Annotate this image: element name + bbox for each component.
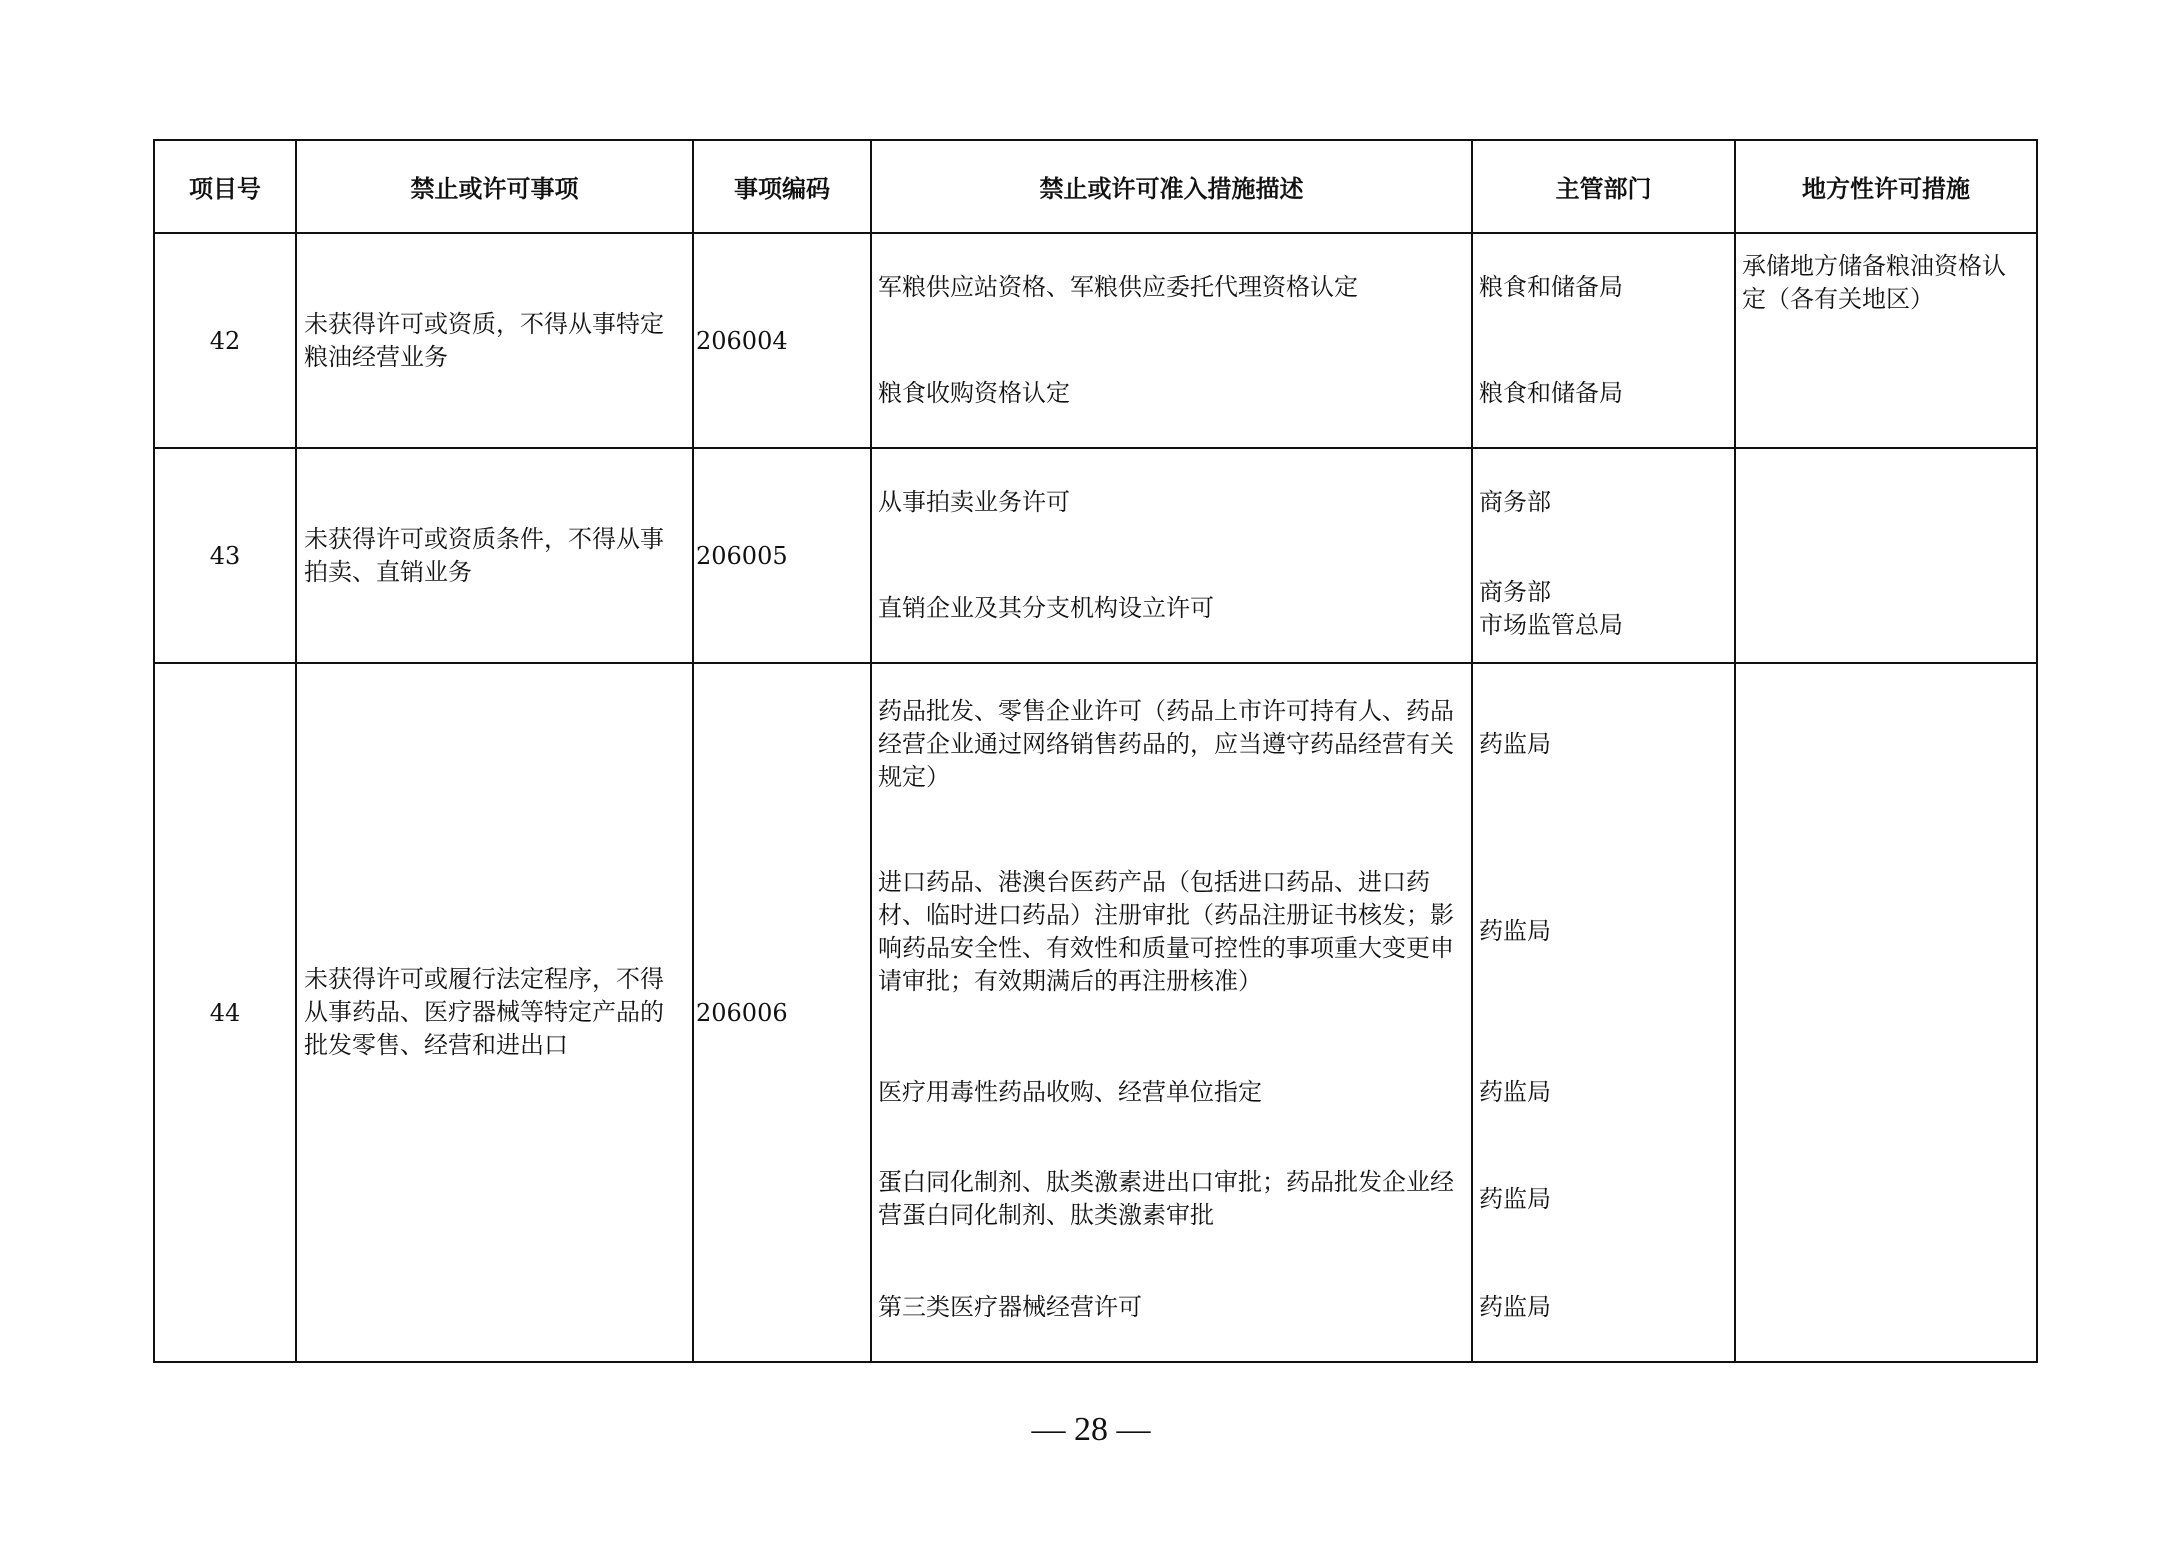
department-cell — [1472, 448, 1735, 663]
department: 药监局 — [1479, 729, 1551, 758]
department: 商务部 市场监管总局 — [1479, 577, 1623, 639]
measure-description: 第三类医疗器械经营许可 — [878, 1292, 1142, 1321]
header-prohibited-item: 禁止或许可事项 — [296, 140, 693, 233]
header-measure-description: 禁止或许可准入措施描述 — [871, 140, 1472, 233]
permit-table — [153, 139, 2038, 1363]
measure-description: 军粮供应站资格、军粮供应委托代理资格认定 — [878, 272, 1358, 301]
item-number: 42 — [154, 233, 296, 448]
department: 药监局 — [1479, 1077, 1551, 1106]
measure-description: 蛋白同化制剂、肽类激素进出口审批；药品批发企业经营蛋白同化制剂、肽类激素审批 — [878, 1168, 1454, 1229]
department: 药监局 — [1479, 917, 1551, 945]
item-text: 未获得许可或资质，不得从事特定粮油经营业务 — [296, 233, 693, 448]
local-measure — [1735, 663, 2037, 1362]
department: 粮食和储备局 — [1479, 272, 1623, 301]
page-number: — 28 — — [1031, 1411, 1151, 1448]
header-item-code: 事项编码 — [693, 140, 871, 233]
item-code: 206006 — [693, 663, 871, 1362]
measure-cell — [871, 448, 1472, 663]
measure-cell — [871, 663, 1472, 1362]
table-row — [154, 663, 2037, 1362]
department: 药监局 — [1479, 1184, 1551, 1213]
item-text: 未获得许可或履行法定程序，不得从事药品、医疗器械等特定产品的批发零售、经营和进出口 — [296, 663, 693, 1362]
measure-description: 医疗用毒性药品收购、经营单位指定 — [878, 1077, 1262, 1106]
local-measure: 承储地方储备粮油资格认定（各有关地区） — [1735, 233, 2037, 448]
header-row — [154, 140, 2037, 233]
item-number: 43 — [154, 448, 296, 663]
department: 商务部 — [1479, 487, 1551, 516]
header-local-measure: 地方性许可措施 — [1735, 140, 2037, 233]
measure-description: 进口药品、港澳台医药产品（包括进口药品、进口药材、临时进口药品）注册审批（药品注册证书核发；影响药品安全性、有效性和质量可控性的事项重大变更申请审批；有效期满后的再注册核准） — [878, 867, 1454, 995]
department-cell — [1472, 233, 1735, 448]
item-text: 未获得许可或资质条件，不得从事拍卖、直销业务 — [296, 448, 693, 663]
measure-description: 粮食收购资格认定 — [878, 379, 1070, 407]
local-measure — [1735, 448, 2037, 663]
header-department: 主管部门 — [1472, 140, 1735, 233]
measure-description: 药品批发、零售企业许可（药品上市许可持有人、药品经营企业通过网络销售药品的，应当遵守药品经营有关规定） — [878, 696, 1454, 791]
header-item-number: 项目号 — [154, 140, 296, 233]
measure-description: 从事拍卖业务许可 — [878, 487, 1070, 516]
department: 粮食和储备局 — [1479, 379, 1623, 407]
department-cell — [1472, 663, 1735, 1362]
measure-description: 直销企业及其分支机构设立许可 — [878, 594, 1214, 622]
department: 药监局 — [1479, 1292, 1551, 1321]
measure-cell — [871, 233, 1472, 448]
item-code: 206005 — [693, 448, 871, 663]
table-row — [154, 448, 2037, 663]
item-number: 44 — [154, 663, 296, 1362]
table-row — [154, 233, 2037, 448]
item-code: 206004 — [693, 233, 871, 448]
